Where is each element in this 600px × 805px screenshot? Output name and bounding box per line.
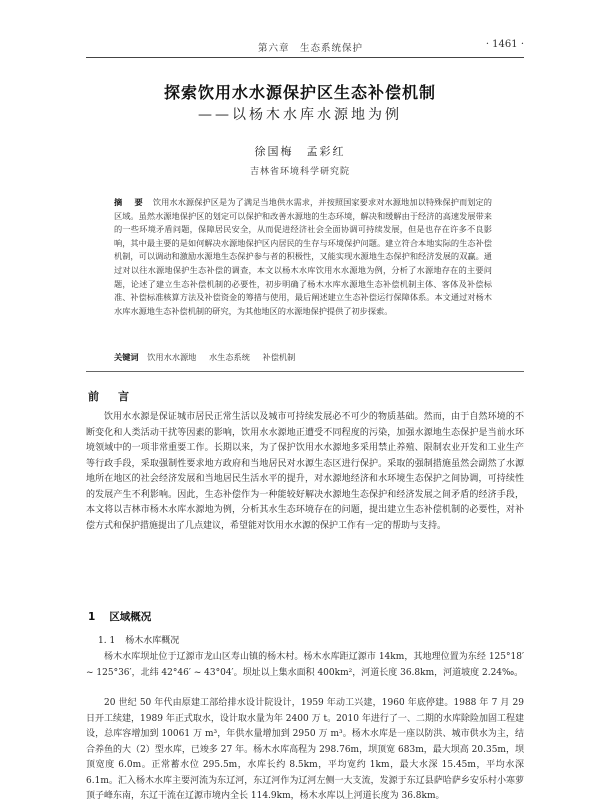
subsection-number: 1. 1 bbox=[98, 636, 116, 646]
keyword: 水生态系统 bbox=[208, 352, 250, 362]
subsection-heading bbox=[98, 633, 179, 646]
author-list: 徐国梅 孟彩红 bbox=[254, 145, 346, 158]
abstract bbox=[114, 196, 492, 318]
body-paragraph: 20 世纪 50 年代由原建工部给排水设计院设计，1959 年动工兴建，1960 年底停建。1988 年 7 月 29 日开工续建，1989 年正式取水，设计取水量为年 2400 万 t。2010 年进行了一、二期的水库除险加固工程建设，总库容增加到 10061 万 m³，年供水量增加到 2950 万 m³。杨木水库是一座以防洪、城市供水为主，结合养鱼的大（2）型水库，已竣多 27 年。杨木水库高程为 298.76m，坝顶宽 683m，最大坝高 20.35m，坝顶宽度 6.0m。正常蓄水位 295.5m，水库长约 8.5km，平均宽约 1km，最大水深 15.45m，平均水深 6.1m。汇入杨木水库主要河流为东辽河，东辽河作为辽河左侧一大支流，发源于东辽县萨哈萨乡安乐村小寒萝顶子峰东南，东辽干流在辽源市境内全长 114.9km，杨木水库以上河道长度为 36.8km。 bbox=[86, 698, 524, 801]
keyword: 补偿机制 bbox=[262, 352, 296, 362]
keywords bbox=[114, 351, 492, 364]
keywords-label: 关键词 bbox=[114, 352, 139, 362]
section-title: 区域概况 bbox=[109, 611, 152, 623]
page-number: · 1461 · bbox=[485, 39, 524, 50]
article-title: 探索饮用水水源保护区生态补偿机制 bbox=[163, 83, 436, 102]
article-subtitle: ——以杨木水库水源地为例 bbox=[198, 107, 402, 123]
chapter-title: 第六章 生态系统保护 bbox=[258, 43, 364, 54]
abstract-label: 摘 要 bbox=[114, 197, 145, 207]
affiliation: 吉林省环境科学研究院 bbox=[249, 167, 350, 177]
abstract-text: 饮用水水源保护区是为了满足当地供水需求，并按照国家要求对水源地加以特殊保护而划定的区域。虽然水源地保护区的划定可以保护和改善水源地的生态环境，解决和缓解由于经济的高速发展带来的一些环境矛盾问题，保障居民安全，从而促进经济社会全面协调可持续发展，但是也存在许多不良影响，其中最主要的是如何解决水源地保护区内居民的生存与环境保护问题。建立符合本地实际的生态补偿机制，可以调动和激励水源地生态保护参与者的积极性，又能实现水源地生态保护和经济发展的双赢。通过对以往水源地保护生态补偿的调查，本文以杨木水库饮用水水源地为例，分析了水源地存在的主要问题，论述了建立生态补偿机制的必要性，初步明确了杨木水库水源地生态补偿机制主体、客体及补偿标准、补偿标准核算方法及补偿资金的筹措与使用，最后阐述建立生态补偿运行保障体系。本文通过对杨木水库水源地生态补偿机制的研究，为其他地区的水源地保护提供了初步探索。 bbox=[114, 197, 492, 316]
body-paragraph: 杨木水库坝址位于辽源市龙山区寿山镇的杨木村。杨木水库距辽源市 14km，其地理位置为东经 125°18′ ~ 125°36′，北纬 42°46′ ~ 43°04′。坝址以上集水面积 400km²，河道长度 36.8km，河道坡度 2.24‰。 bbox=[86, 652, 524, 678]
keyword: 饮用水水源地 bbox=[147, 352, 197, 362]
header-divider bbox=[86, 57, 524, 58]
abstract-divider bbox=[86, 371, 524, 372]
running-header bbox=[86, 38, 524, 54]
intro-heading: 前 言 bbox=[88, 390, 133, 403]
section-heading bbox=[88, 609, 151, 624]
section-number: 1 bbox=[88, 611, 96, 623]
subsection-title: 杨木水库概况 bbox=[125, 636, 180, 646]
intro-paragraph: 饮用水水源是保证城市居民正常生活以及城市可持续发展必不可少的物质基础。然而，由于自然环境的不断变化和人类活动干扰等因素的影响，饮用水水源地正遭受不同程度的污染，加强水源地生态保护是当前水环境领域中的一项非常重要工作。长期以来，为了保护饮用水水源地多采用禁止养殖、限制农业开发和工业生产等行政手段，采取强制性要求地方政府和当地居民对水源生态区进行保护。采取的强制措施虽然会副然了水源地所在地区的社会经济发展和当地居民生活水平的提升，对水源地经济和水环境生态保护之间协调，可持续性的发展产生不利影响。因此，生态补偿作为一种能较好解决水源地生态保护和经济发展之间矛盾的经济手段，本文将以吉林市杨木水库水源地为例，分析其水生态环境存在的问题，提出建立生态补偿机制的必要性，对补偿方式和保护措施提出了几点建议，希望能对饮用水水源的保护工作有一定的帮助与支持。 bbox=[86, 412, 524, 531]
